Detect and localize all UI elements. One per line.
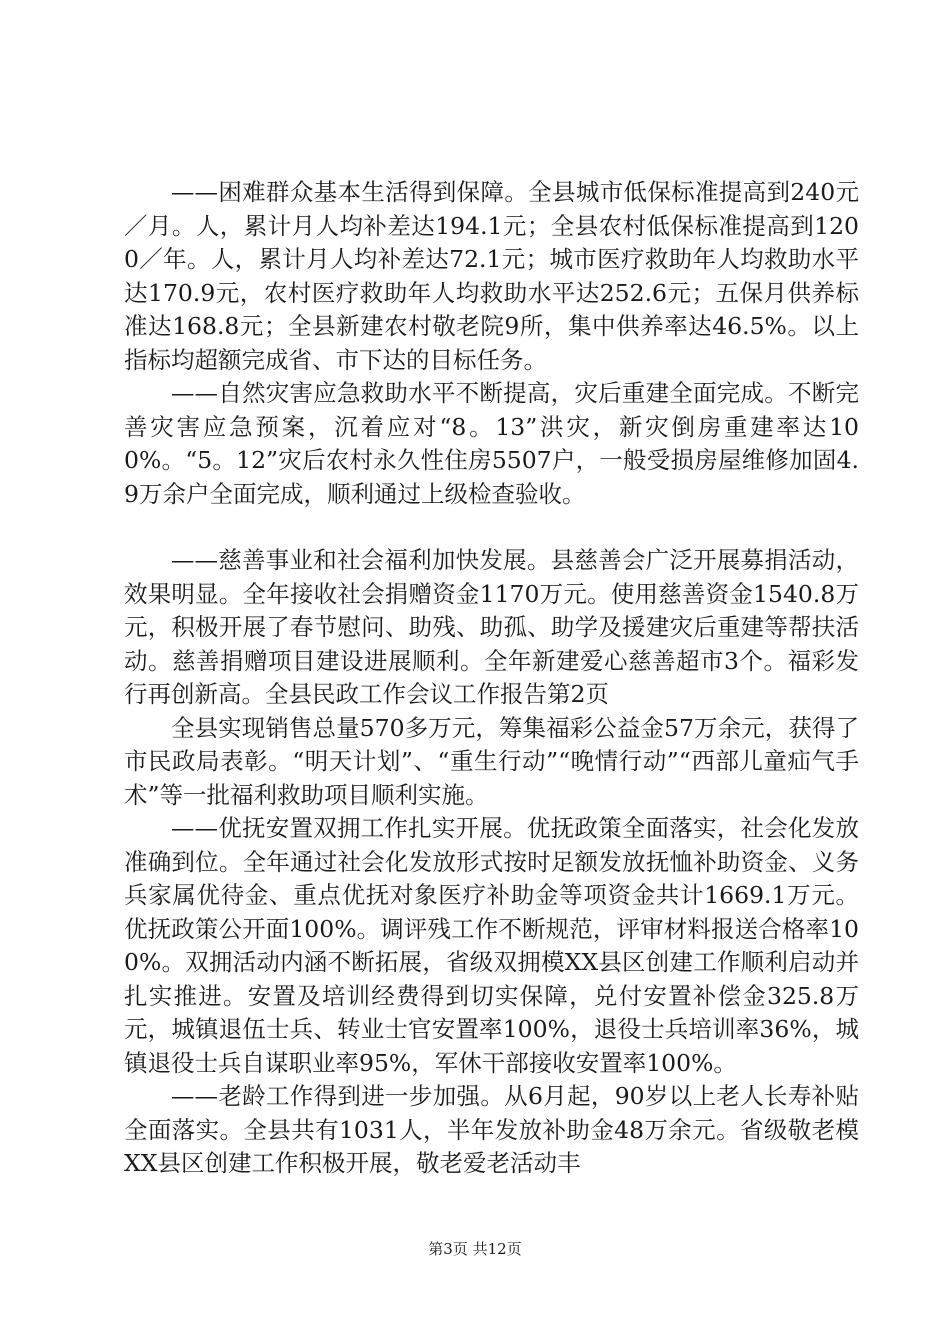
paragraph-disaster-relief: ——自然灾害应急救助水平不断提高，灾后重建全面完成。不断完善灾害应急预案，沉着应对“8。13”洪灾，新灾倒房重建率达100%。“5。12”灾后农村永久性住房5507户，一般受损房屋维修加固4.9万余户全面完成，顺利通过上级检查验收。 [124, 379, 859, 508]
paragraph-charity-welfare: ——慈善事业和社会福利加快发展。县慈善会广泛开展募捐活动，效果明显。全年接收社会捐赠资金1170万元。使用慈善资金1540.8万元，积极开展了春节慰问、助残、助孤、助学及援建灾后重建等帮扶活动。慈善捐赠项目建设进展顺利。全年新建爱心慈善超市3个。福彩发行再创新高。全县民政工作会议工作报告第2页 [124, 546, 859, 708]
paragraph-elderly-work: ——老龄工作得到进一步加强。从6月起，90岁以上老人长寿补贴全面落实。全县共有1031人，半年发放补助金48万余元。省级敬老模XX县区创建工作积极开展，敬老爱老活动丰 [124, 1082, 859, 1177]
document-body [124, 176, 859, 1181]
paragraph-lottery-sales: 全县实现销售总量570多万元，筹集福彩公益金57万余元，获得了市民政局表彰。“明天计划”、“重生行动”“晚情行动”“西部儿童疝气手术”等一批福利救助项目顺利实施。 [124, 713, 859, 809]
paragraph-veterans-support: ——优抚安置双拥工作扎实开展。优抚政策全面落实，社会化发放准确到位。全年通过社会化发放形式按时足额发放抚恤补助资金、义务兵家属优待金、重点优抚对象医疗补助金等项资金共计1669.1万元。优抚政策公开面100%。调评残工作不断规范，评审材料报送合格率100%。双拥活动内涵不断拓展，省级双拥模XX县区创建工作顺利启动并扎实推进。安置及培训经费得到切实保障，兑付安置补偿金325.8万元，城镇退伍士兵、转业士官安置率100%，退役士兵培训率36%，城镇退役士兵自谋职业率95%，军休干部接收安置率100%。 [124, 814, 859, 1077]
page-number-footer: 第3页 共12页 [428, 1240, 522, 1258]
paragraph-living-security: ——困难群众基本生活得到保障。全县城市低保标准提高到240元／月。人，累计月人均补差达194.1元；全县农村低保标准提高到1200／年。人，累计月人均补差达72.1元；城市医疗救助年人均救助水平达170.9元，农村医疗救助年人均救助水平达252.6元；五保月供养标准达168.8元；全县新建农村敬老院9所，集中供养率达46.5%。以上指标均超额完成省、市下达的目标任务。 [124, 178, 859, 374]
